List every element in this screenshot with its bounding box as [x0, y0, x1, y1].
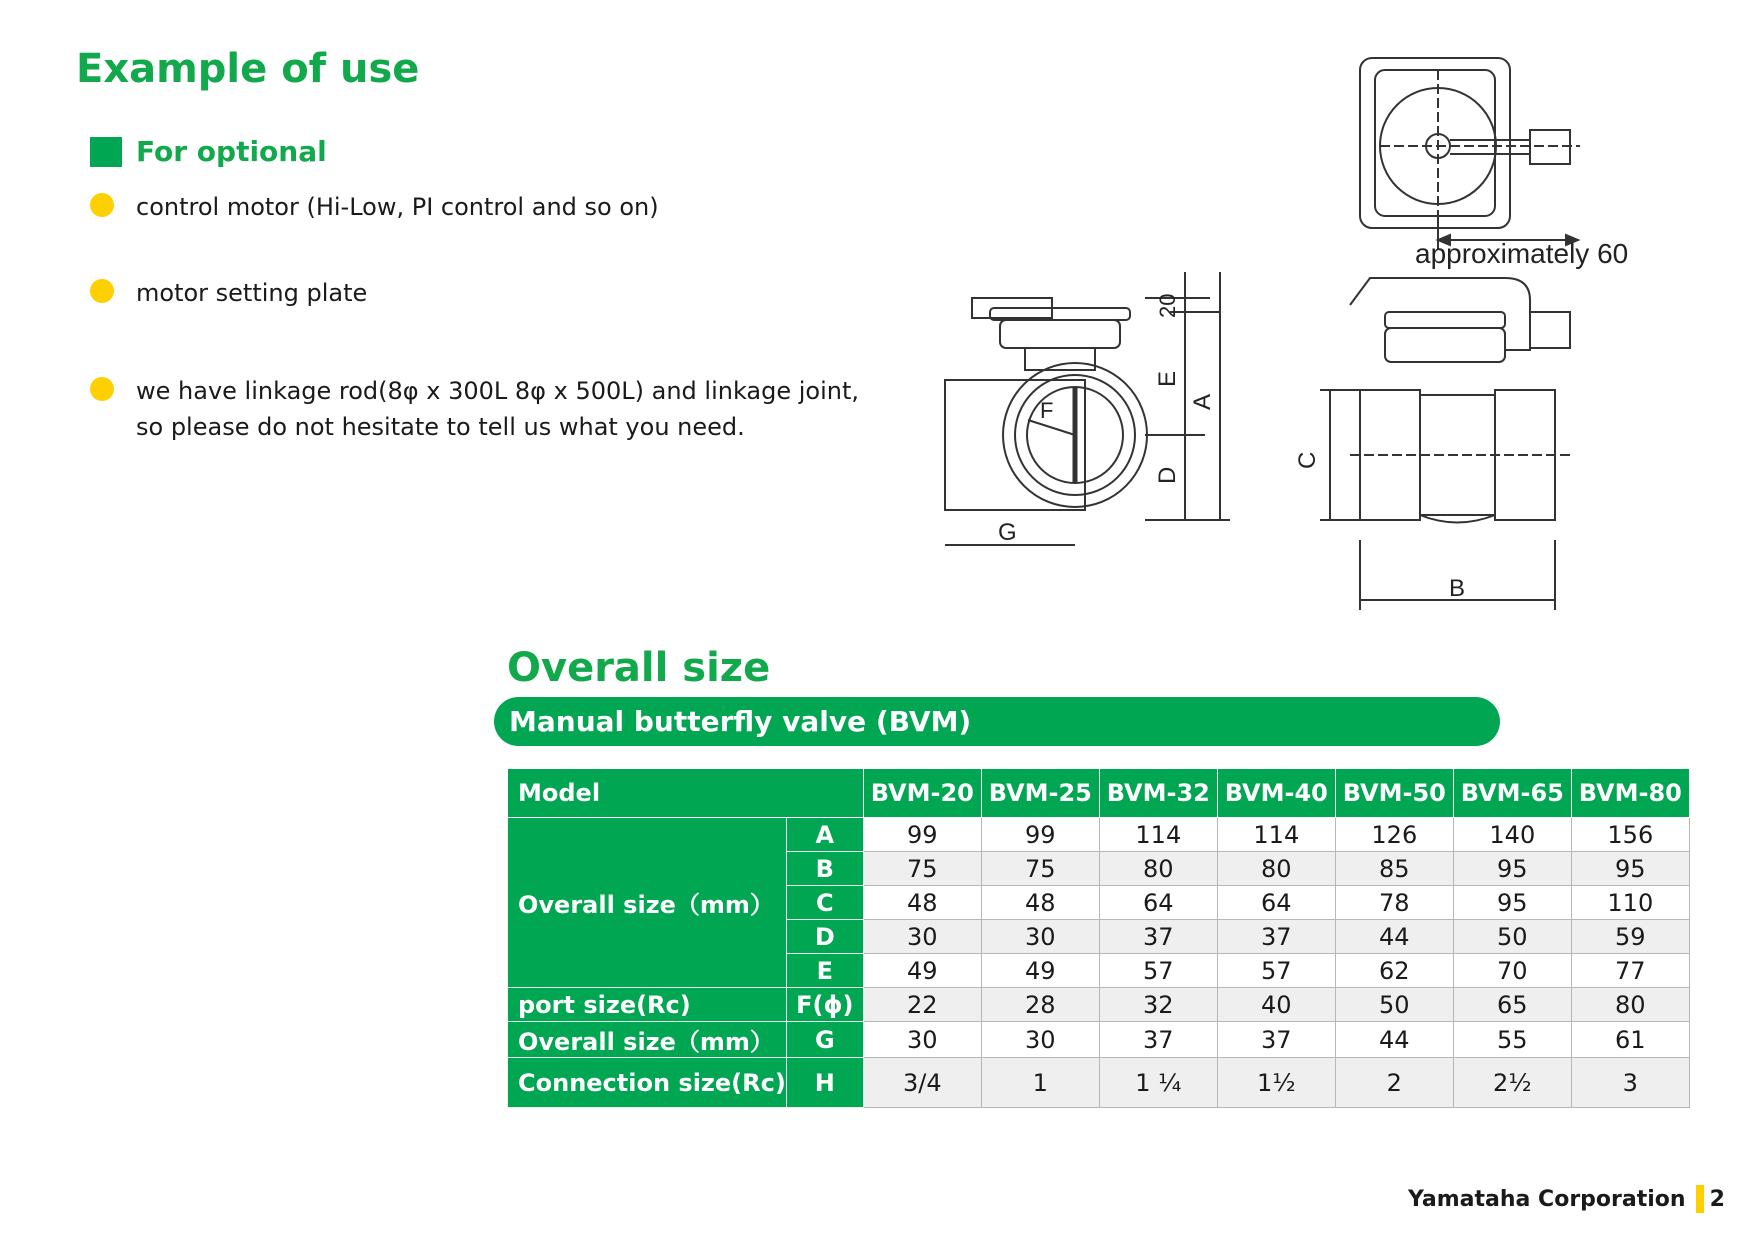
table-cell: 37	[1099, 920, 1217, 954]
table-cell: 22	[863, 988, 981, 1022]
dim-20: 20	[1155, 293, 1180, 318]
model-col: BVM-80	[1571, 769, 1689, 818]
optional-item-text: motor setting plate	[136, 279, 368, 307]
table-cell: 59	[1571, 920, 1689, 954]
table-cell: 80	[1217, 852, 1335, 886]
optional-item-text: control motor (Hi-Low, PI control and so on)	[136, 193, 659, 221]
table-cell: 1 ¼	[1099, 1058, 1217, 1108]
dim-e: E	[1154, 370, 1181, 387]
table-cell: 30	[863, 1022, 981, 1058]
dim-g: G	[998, 519, 1017, 546]
row-key: F(ϕ)	[786, 988, 863, 1022]
dim-b: B	[1449, 575, 1466, 602]
table-cell: 57	[1099, 954, 1217, 988]
optional-item	[90, 189, 659, 225]
optional-item-text: so please do not hesitate to tell us what you need.	[136, 413, 745, 441]
dim-a: A	[1189, 393, 1216, 410]
table-cell: 75	[863, 852, 981, 886]
table-cell: 114	[1099, 818, 1217, 852]
optional-item	[90, 275, 367, 311]
table-cell: 57	[1217, 954, 1335, 988]
table-cell: 3/4	[863, 1058, 981, 1108]
table-cell: 156	[1571, 818, 1689, 852]
model-header: Model	[508, 769, 864, 818]
table-cell: 140	[1453, 818, 1571, 852]
approx-label: approximately 60	[1415, 238, 1629, 269]
table-cell: 95	[1453, 886, 1571, 920]
table-row	[508, 988, 1690, 1022]
side-view-drawing	[1294, 278, 1570, 610]
table-cell: 2	[1335, 1058, 1453, 1108]
optional-heading	[90, 135, 327, 168]
table-cell: 44	[1335, 1022, 1453, 1058]
optional-item	[90, 373, 890, 445]
bullet-dot-icon	[90, 193, 114, 217]
table-cell: 1½	[1217, 1058, 1335, 1108]
table-cell: 44	[1335, 920, 1453, 954]
front-view-drawing	[945, 272, 1230, 546]
dim-f: F	[1040, 398, 1054, 423]
dim-d: D	[1154, 466, 1181, 484]
model-col: BVM-32	[1099, 769, 1217, 818]
table-cell: 2½	[1453, 1058, 1571, 1108]
table-cell: 99	[981, 818, 1099, 852]
dim-c: C	[1294, 451, 1321, 469]
row-key: H	[786, 1058, 863, 1108]
table-cell: 78	[1335, 886, 1453, 920]
table-row	[508, 1058, 1690, 1108]
port-size-label: port size(Rc)	[508, 988, 787, 1022]
table-cell: 80	[1099, 852, 1217, 886]
table-cell: 95	[1453, 852, 1571, 886]
table-cell: 30	[981, 1022, 1099, 1058]
table-cell: 75	[981, 852, 1099, 886]
table-cell: 49	[981, 954, 1099, 988]
overall-size-label: Overall size（mm）	[508, 818, 787, 988]
table-cell: 64	[1217, 886, 1335, 920]
row-key: G	[786, 1022, 863, 1058]
section-title: Overall size	[507, 645, 771, 691]
yellow-bar-icon	[1696, 1185, 1704, 1213]
table-cell: 37	[1099, 1022, 1217, 1058]
overall-size-g-label: Overall size（mm）	[508, 1022, 787, 1058]
table-cell: 37	[1217, 920, 1335, 954]
table-cell: 61	[1571, 1022, 1689, 1058]
valve-drawings	[930, 50, 1630, 630]
table-cell: 80	[1571, 988, 1689, 1022]
footer	[1408, 1185, 1725, 1213]
table-cell: 114	[1217, 818, 1335, 852]
row-key: B	[786, 852, 863, 886]
table-cell: 3	[1571, 1058, 1689, 1108]
company-name: Yamataha Corporation	[1408, 1186, 1686, 1212]
top-view-drawing	[1360, 58, 1628, 269]
table-cell: 77	[1571, 954, 1689, 988]
connection-size-label: Connection size(Rc)	[508, 1058, 787, 1108]
optional-title: For optional	[136, 135, 327, 168]
table-cell: 50	[1335, 988, 1453, 1022]
table-header-row	[508, 769, 1690, 818]
table-cell: 99	[863, 818, 981, 852]
table-cell: 126	[1335, 818, 1453, 852]
table-cell: 55	[1453, 1022, 1571, 1058]
table-cell: 30	[863, 920, 981, 954]
model-col: BVM-65	[1453, 769, 1571, 818]
table-row	[508, 818, 1690, 852]
table-cell: 48	[863, 886, 981, 920]
table-cell: 110	[1571, 886, 1689, 920]
table-cell: 49	[863, 954, 981, 988]
model-col: BVM-20	[863, 769, 981, 818]
table-row	[508, 1022, 1690, 1058]
table-cell: 48	[981, 886, 1099, 920]
model-col: BVM-25	[981, 769, 1099, 818]
green-square-icon	[90, 137, 122, 167]
table-cell: 30	[981, 920, 1099, 954]
page-number: 2	[1709, 1186, 1725, 1212]
table-cell: 1	[981, 1058, 1099, 1108]
bullet-dot-icon	[90, 377, 114, 401]
product-banner: Manual butterfly valve (BVM)	[494, 697, 1500, 746]
table-cell: 95	[1571, 852, 1689, 886]
model-col: BVM-40	[1217, 769, 1335, 818]
optional-item-text: we have linkage rod(8φ x 300L 8φ x 500L) and linkage joint,	[136, 377, 860, 405]
row-key: E	[786, 954, 863, 988]
dimensions-table	[507, 768, 1690, 1108]
table-cell: 28	[981, 988, 1099, 1022]
page-title: Example of use	[76, 46, 420, 92]
table-cell: 62	[1335, 954, 1453, 988]
row-key: A	[786, 818, 863, 852]
table-cell: 50	[1453, 920, 1571, 954]
bullet-dot-icon	[90, 279, 114, 303]
row-key: D	[786, 920, 863, 954]
table-cell: 37	[1217, 1022, 1335, 1058]
table-cell: 40	[1217, 988, 1335, 1022]
model-col: BVM-50	[1335, 769, 1453, 818]
table-cell: 65	[1453, 988, 1571, 1022]
table-cell: 85	[1335, 852, 1453, 886]
table-cell: 32	[1099, 988, 1217, 1022]
row-key: C	[786, 886, 863, 920]
table-cell: 64	[1099, 886, 1217, 920]
table-cell: 70	[1453, 954, 1571, 988]
